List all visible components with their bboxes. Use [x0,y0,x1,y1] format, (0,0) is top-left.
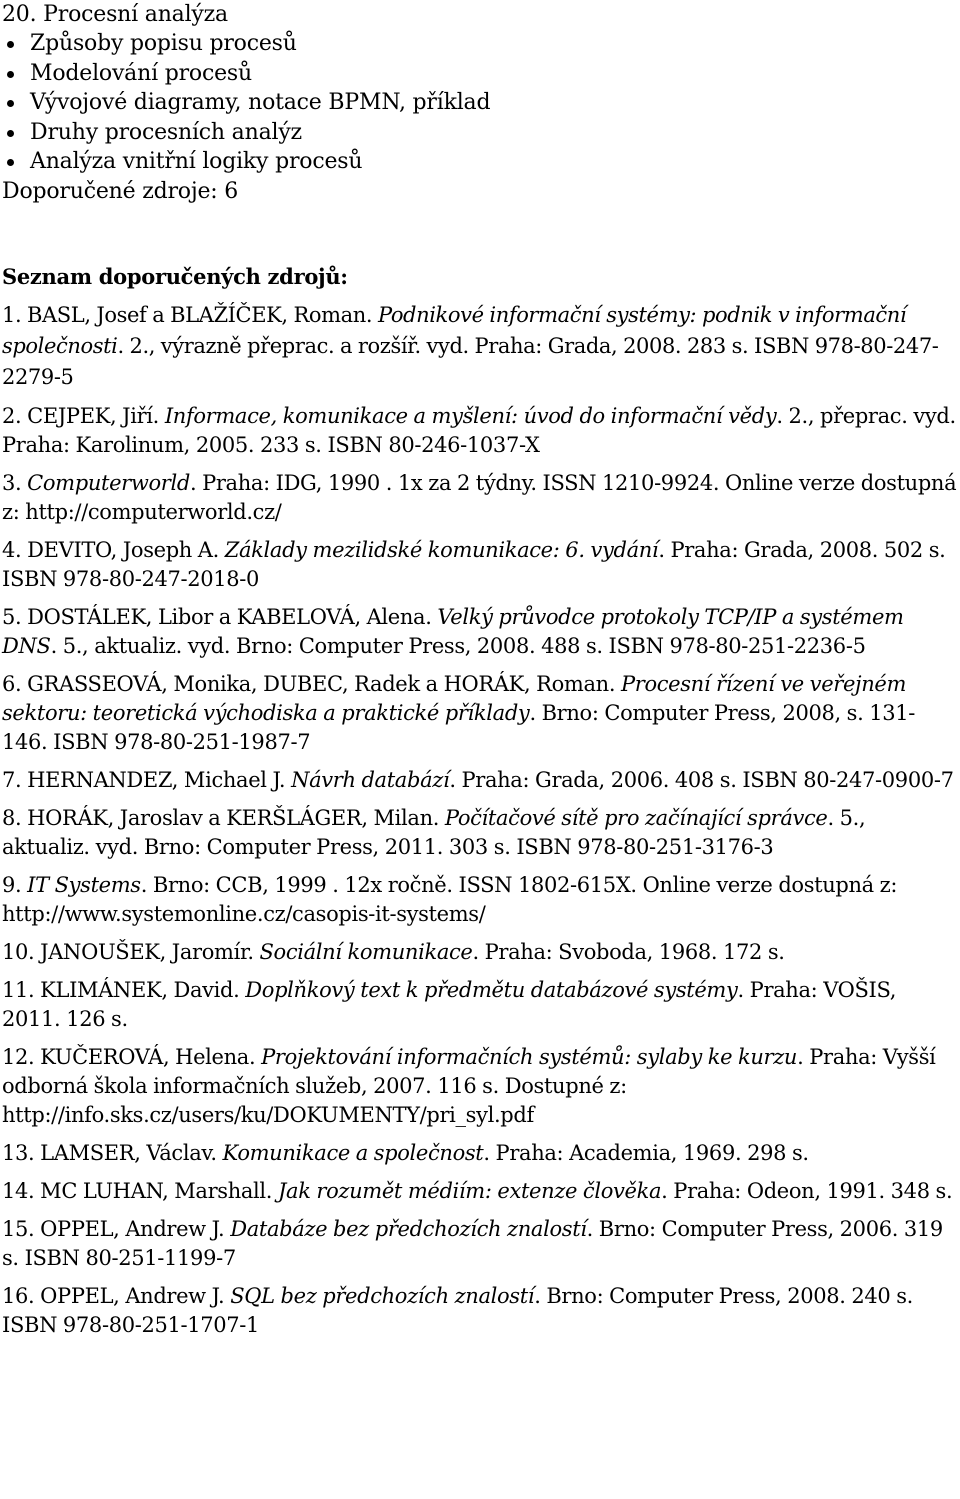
topic-text: Druhy procesních analýz [30,119,302,145]
reference-item [2,1215,958,1273]
reference-item [2,402,958,460]
reference-authors: 10. JANOUŠEK, Jaromír. [2,939,260,964]
reference-details: . 5., aktualiz. vyd. Brno: Computer Press, 2011. 303 s. ISBN 978-80-251-3176-3 [2,805,866,859]
reference-authors: 16. OPPEL, Andrew J. [2,1283,231,1308]
reference-title: Doplňkový text k předmětu databázové systémy [245,977,738,1002]
reference-details: . Praha: IDG, 1990 . 1x za 2 týdny. ISSN 1210-9924. Online verze dostupná z: http://computerworld.cz/ [2,470,957,524]
reference-item [2,1177,958,1206]
reference-item [2,938,958,967]
reference-authors: 11. KLIMÁNEK, David. [2,977,246,1002]
reference-authors: 9. [2,872,28,897]
reference-title: Návrh databází [291,767,450,792]
reference-details: . Brno: CCB, 1999 . 12x ročně. ISSN 1802-615X. Online verze dostupná z: http://www.systemonline.cz/casopis-it-systems/ [2,872,898,926]
reference-details: . Praha: Academia, 1969. 298 s. [483,1140,809,1165]
reference-authors: 12. KUČEROVÁ, Helena. [2,1044,262,1069]
reference-title: Projektování informačních systémů: sylaby ke kurzu [261,1044,798,1069]
topic-item [0,88,960,118]
reference-item [2,300,958,393]
reference-authors: 5. DOSTÁLEK, Libor a KABELOVÁ, Alena. [2,604,438,629]
reference-title: SQL bez předchozích znalostí [230,1283,535,1308]
topic-item [0,118,960,148]
reference-title: Komunikace a společnost [222,1140,484,1165]
reference-title: Jak rozumět médiím: extenze člověka [277,1178,662,1203]
reference-item [2,603,958,661]
reference-authors: 3. [2,470,28,495]
reference-item [2,1043,958,1130]
reference-details: . Praha: Grada, 2008. 502 s. ISBN 978-80-247-2018-0 [2,537,946,591]
reference-item [2,536,958,594]
reference-authors: 14. MC LUHAN, Marshall. [2,1178,278,1203]
reference-title: Základy mezilidské komunikace: 6. vydání [224,537,659,562]
bullet-icon [7,71,14,78]
reference-title: IT Systems [27,872,141,897]
reference-details: . Brno: Computer Press, 2008. 240 s. ISBN 978-80-251-1707-1 [2,1283,914,1337]
reference-authors: 6. GRASSEOVÁ, Monika, DUBEC, Radek a HORÁK, Roman. [2,671,621,696]
bullet-icon [7,41,14,48]
reference-details: . Praha: Vyšší odborná škola informačních služeb, 2007. 116 s. Dostupné z: http://info.sks.cz/users/ku/DOKUMENTY/pri_syl.pdf [2,1044,936,1127]
bullet-icon [7,100,14,107]
reference-details: . Brno: Computer Press, 2006. 319 s. ISBN 80-251-1199-7 [2,1216,943,1270]
reference-title: Procesní řízení ve veřejném sektoru: teoretická východiska a praktické příklady [2,671,907,725]
reference-details: . Brno: Computer Press, 2008, s. 131-146. ISBN 978-80-251-1987-7 [2,700,916,754]
reference-authors: 7. HERNANDEZ, Michael J. [2,767,292,792]
reference-item [2,469,958,527]
reference-list [0,300,960,1340]
reference-authors: 2. CEJPEK, Jiří. [2,403,165,428]
reference-details: . Praha: Odeon, 1991. 348 s. [661,1178,953,1203]
reference-details: . Praha: VOŠIS, 2011. 126 s. [2,977,897,1031]
recommended-sources-count: Doporučené zdroje: 6 [2,178,239,204]
reference-item [2,871,958,929]
reference-title: Informace, komunikace a myšlení: úvod do informační vědy [164,403,777,428]
reference-authors: 8. HORÁK, Jaroslav a KERŠLÁGER, Milan. [2,805,445,830]
reference-item [2,976,958,1034]
reference-item [2,670,958,757]
reference-title: Podnikové informační systémy: podnik v informační společnosti [2,302,907,358]
bullet-icon [7,159,14,166]
reference-title: Computerworld [27,470,190,495]
sources-heading: Seznam doporučených zdrojů: [2,263,348,289]
reference-item [2,1139,958,1168]
topic-list [0,29,960,177]
reference-authors: 13. LAMSER, Václav. [2,1140,223,1165]
reference-title: Počítačové sítě pro začínající správce [444,805,828,830]
section-title: 20. Procesní analýza [2,2,228,27]
reference-title: Velký průvodce protokoly TCP/IP a systémem DNS [2,604,904,658]
bullet-icon [7,130,14,137]
reference-details: . 2., výrazně přeprac. a rozšíř. vyd. Praha: Grada, 2008. 283 s. ISBN 978-80-247-2279-5 [2,333,939,389]
reference-authors: 4. DEVITO, Joseph A. [2,537,225,562]
topic-text: Způsoby popisu procesů [30,31,297,56]
reference-title: Databáze bez předchozích znalostí [230,1216,587,1241]
reference-title: Sociální komunikace [259,939,473,964]
reference-authors: 1. BASL, Josef a BLAŽÍČEK, Roman. [2,302,378,327]
reference-item [2,804,958,862]
reference-details: . Praha: Svoboda, 1968. 172 s. [472,939,785,964]
reference-item [2,766,958,795]
topic-item [0,29,960,59]
reference-details: . 5., aktualiz. vyd. Brno: Computer Press, 2008. 488 s. ISBN 978-80-251-2236-5 [50,633,866,658]
topic-text: Analýza vnitřní logiky procesů [30,149,363,174]
topic-text: Vývojové diagramy, notace BPMN, příklad [30,90,491,115]
reference-details: . Praha: Grada, 2006. 408 s. ISBN 80-247-0900-7 [449,767,954,792]
reference-authors: 15. OPPEL, Andrew J. [2,1216,231,1241]
topic-item [0,147,960,177]
topic-text: Modelování procesů [30,60,252,86]
reference-details: . 2., přeprac. vyd. Praha: Karolinum, 2005. 233 s. ISBN 80-246-1037-X [2,403,956,457]
topic-item [0,59,960,89]
reference-item [2,1282,958,1340]
